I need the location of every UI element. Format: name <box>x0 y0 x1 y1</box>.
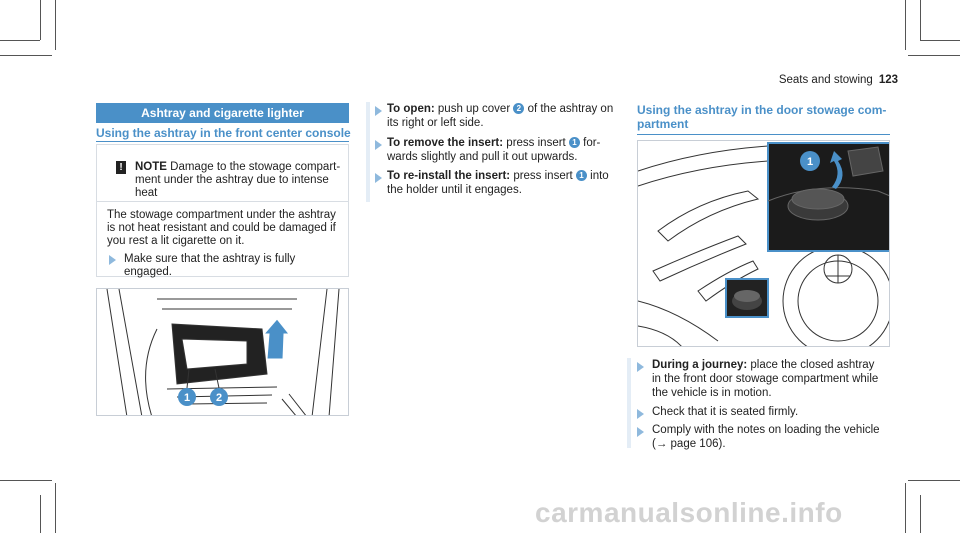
crop-mark <box>40 0 41 40</box>
step-journey-line2: in the front door stowage compartment while <box>652 373 879 385</box>
note-separator <box>97 201 348 202</box>
crop-mark <box>920 495 921 533</box>
step-arrow-icon <box>637 427 644 437</box>
step-journey-line1: During a journey: place the closed ashtray <box>652 359 875 371</box>
subheading-rule <box>637 134 890 135</box>
step-arrow-icon <box>375 173 382 183</box>
figure-center-console-ashtray <box>96 288 349 416</box>
crop-mark <box>55 0 56 50</box>
step-journey-line3: the vehicle is in motion. <box>652 387 772 399</box>
crop-mark <box>920 40 960 41</box>
crop-mark <box>908 480 960 481</box>
note-step-line: engaged. <box>124 266 172 278</box>
watermark: carmanualsonline.info <box>535 497 843 528</box>
callout-badge: 1 <box>576 170 587 181</box>
step-comply-line1: Comply with the notes on loading the vehicle <box>652 424 880 436</box>
crop-mark <box>40 495 41 533</box>
callout-badge: 1 <box>569 137 580 148</box>
callout-badge-2 <box>210 388 228 406</box>
note-title-line: heat <box>135 187 158 199</box>
crop-mark <box>0 55 52 56</box>
step-remove-line1: To remove the insert: press insert 1 for- <box>387 137 601 149</box>
step-check-line: Check that it is seated firmly. <box>652 406 799 418</box>
step-reinstall-line2: the holder until it engages. <box>387 184 522 196</box>
step-remove-line2: wards slightly and pull it out upwards. <box>387 151 578 163</box>
section-title: Ashtray and cigarette lighter <box>96 103 349 123</box>
console-illustration <box>97 289 349 416</box>
note-step-line: Make sure that the ashtray is fully <box>124 253 296 265</box>
door-illustration <box>638 141 890 347</box>
subheading-center-console: Using the ashtray in the front center console <box>96 126 351 140</box>
step-arrow-icon <box>375 140 382 150</box>
page-header <box>779 74 898 86</box>
crop-mark <box>905 483 906 533</box>
note-label: NOTE <box>135 161 167 173</box>
step-open-line1: To open: push up cover 2 of the ashtray on <box>387 103 614 115</box>
page-link[interactable]: (→ page 106). <box>652 438 726 450</box>
note-box <box>96 144 349 277</box>
note-body-line: The stowage compartment under the ashtray <box>107 209 336 221</box>
step-arrow-icon <box>375 106 382 116</box>
header-section: Seats and stowing <box>778 74 873 86</box>
note-title-line: ment under the ashtray due to intense <box>135 174 329 186</box>
callout-1-text: 1 <box>183 392 191 404</box>
figure-door-stowage-ashtray <box>637 140 890 347</box>
crop-mark <box>0 40 40 41</box>
step-arrow-icon <box>637 409 644 419</box>
subheading-door-line2: partment <box>637 117 689 131</box>
step-bar <box>627 358 631 448</box>
callout-1-text: 1 <box>806 156 814 168</box>
note-body-line: you rest a lit cigarette on it. <box>107 235 245 247</box>
page-number: 123 <box>878 74 898 86</box>
crop-mark <box>55 483 56 533</box>
step-arrow-icon <box>109 255 116 265</box>
step-arrow-icon <box>637 362 644 372</box>
note-title-line: NOTE Damage to the stowage compart- <box>135 161 341 173</box>
callout-badge: 2 <box>513 103 524 114</box>
crop-mark <box>0 480 52 481</box>
crop-mark <box>920 0 921 40</box>
subheading-door-line1: Using the ashtray in the door stowage com- <box>637 103 887 117</box>
crop-mark <box>905 0 906 50</box>
exclamation-icon: ! <box>116 161 126 174</box>
crop-mark <box>908 55 960 56</box>
step-reinstall-line1: To re-install the insert: press insert 1 into <box>387 170 609 182</box>
callout-badge-1 <box>800 151 820 171</box>
callout-2-text: 2 <box>215 392 223 404</box>
step-open-line2: its right or left side. <box>387 117 484 129</box>
note-body-line: is not heat resistant and could be damaged if <box>107 222 336 234</box>
subheading-rule <box>96 141 349 142</box>
callout-badge-1 <box>178 388 196 406</box>
step-bar <box>366 102 370 202</box>
